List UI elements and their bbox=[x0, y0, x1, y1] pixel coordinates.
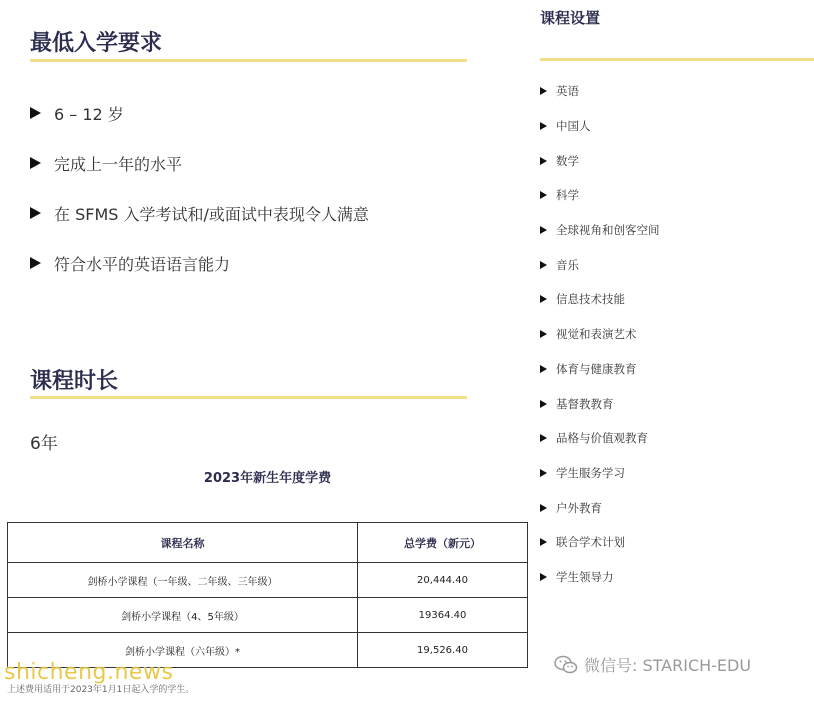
fees-table-title: 2023年新生年度学费 bbox=[203, 471, 332, 486]
bullet-triangle-icon bbox=[540, 191, 547, 199]
bullet-triangle-icon bbox=[540, 226, 547, 234]
requirement-item bbox=[30, 138, 369, 188]
course-item bbox=[540, 109, 660, 144]
course-item bbox=[540, 560, 660, 595]
wechat-id-text: 微信号: STARICH-EDU bbox=[584, 656, 752, 675]
requirement-text: 在 SFMS 入学考试和/或面试中表现令人满意 bbox=[54, 204, 369, 224]
course-label: 音乐 bbox=[556, 257, 579, 272]
bullet-triangle-icon bbox=[30, 107, 41, 119]
bullet-triangle-icon bbox=[540, 469, 547, 477]
fee-cell: 20,444.40 bbox=[358, 563, 528, 598]
requirement-item bbox=[30, 88, 369, 138]
requirements-underline bbox=[30, 59, 467, 62]
course-label: 基督教教育 bbox=[556, 396, 614, 411]
course-label: 联合学术计划 bbox=[556, 535, 625, 550]
bullet-triangle-icon bbox=[540, 538, 547, 546]
course-item bbox=[540, 247, 660, 282]
requirement-text: 符合水平的英语语言能力 bbox=[54, 254, 231, 274]
course-item bbox=[540, 282, 660, 317]
course-label: 体育与健康教育 bbox=[556, 361, 637, 376]
courses-list bbox=[540, 74, 660, 594]
bullet-triangle-icon bbox=[540, 330, 547, 338]
course-label: 全球视角和创客空间 bbox=[556, 223, 660, 238]
course-name-cell: 剑桥小学课程（4、5年级） bbox=[8, 598, 358, 633]
duration-heading: 课程时长 bbox=[30, 369, 119, 394]
bullet-triangle-icon bbox=[540, 261, 547, 269]
course-item bbox=[540, 178, 660, 213]
course-item bbox=[540, 525, 660, 560]
course-label: 学生服务学习 bbox=[556, 465, 625, 480]
bullet-triangle-icon bbox=[540, 295, 547, 303]
course-item bbox=[540, 421, 660, 456]
bullet-triangle-icon bbox=[30, 207, 41, 219]
course-item bbox=[540, 143, 660, 178]
course-name-cell: 剑桥小学课程（六年级）* bbox=[8, 633, 358, 668]
course-label: 英语 bbox=[556, 84, 579, 99]
column-header-course: 课程名称 bbox=[8, 523, 358, 563]
course-label: 科学 bbox=[556, 188, 579, 203]
bullet-triangle-icon bbox=[540, 122, 547, 130]
requirement-text: 完成上一年的水平 bbox=[54, 154, 183, 174]
bullet-triangle-icon bbox=[540, 573, 547, 581]
duration-value: 6年 bbox=[30, 434, 58, 454]
course-label: 视觉和表演艺术 bbox=[556, 327, 637, 342]
course-item bbox=[540, 74, 660, 109]
column-header-total-fee: 总学费（新元） bbox=[358, 523, 528, 563]
wechat-icon bbox=[554, 655, 578, 675]
bullet-triangle-icon bbox=[540, 504, 547, 512]
table-row bbox=[8, 563, 528, 598]
course-label: 户外教育 bbox=[556, 500, 602, 515]
requirement-item bbox=[30, 188, 369, 238]
fee-cell: 19,526.40 bbox=[358, 633, 528, 668]
course-name-cell: 剑桥小学课程（一年级、二年级、三年级） bbox=[8, 563, 358, 598]
course-item bbox=[540, 213, 660, 248]
bullet-triangle-icon bbox=[540, 400, 547, 408]
bullet-triangle-icon bbox=[540, 434, 547, 442]
course-label: 信息技术技能 bbox=[556, 292, 625, 307]
bullet-triangle-icon bbox=[30, 257, 41, 269]
table-row bbox=[8, 598, 528, 633]
course-label: 品格与价值观教育 bbox=[556, 431, 648, 446]
site-watermark: shicheng.news bbox=[4, 660, 174, 685]
requirements-heading: 最低入学要求 bbox=[30, 31, 163, 56]
courses-underline bbox=[540, 58, 814, 61]
fees-table bbox=[7, 522, 528, 668]
bullet-triangle-icon bbox=[540, 365, 547, 373]
course-label: 中国人 bbox=[556, 119, 591, 134]
bullet-triangle-icon bbox=[540, 87, 547, 95]
requirement-text: 6 – 12 岁 bbox=[54, 104, 124, 124]
course-item bbox=[540, 317, 660, 352]
fees-footnote: 上述费用适用于2023年1月1日起入学的学生。 bbox=[7, 685, 195, 695]
fee-cell: 19364.40 bbox=[358, 598, 528, 633]
wechat-watermark bbox=[554, 653, 751, 676]
bullet-triangle-icon bbox=[30, 157, 41, 169]
course-item bbox=[540, 352, 660, 387]
course-label: 数学 bbox=[556, 153, 579, 168]
courses-heading: 课程设置 bbox=[540, 9, 601, 27]
course-item bbox=[540, 386, 660, 421]
course-item bbox=[540, 456, 660, 491]
bullet-triangle-icon bbox=[540, 157, 547, 165]
duration-underline bbox=[30, 396, 467, 399]
table-header-row bbox=[8, 523, 528, 563]
requirement-item bbox=[30, 238, 369, 288]
requirements-list bbox=[30, 88, 369, 288]
course-label: 学生领导力 bbox=[556, 569, 614, 584]
course-item bbox=[540, 490, 660, 525]
